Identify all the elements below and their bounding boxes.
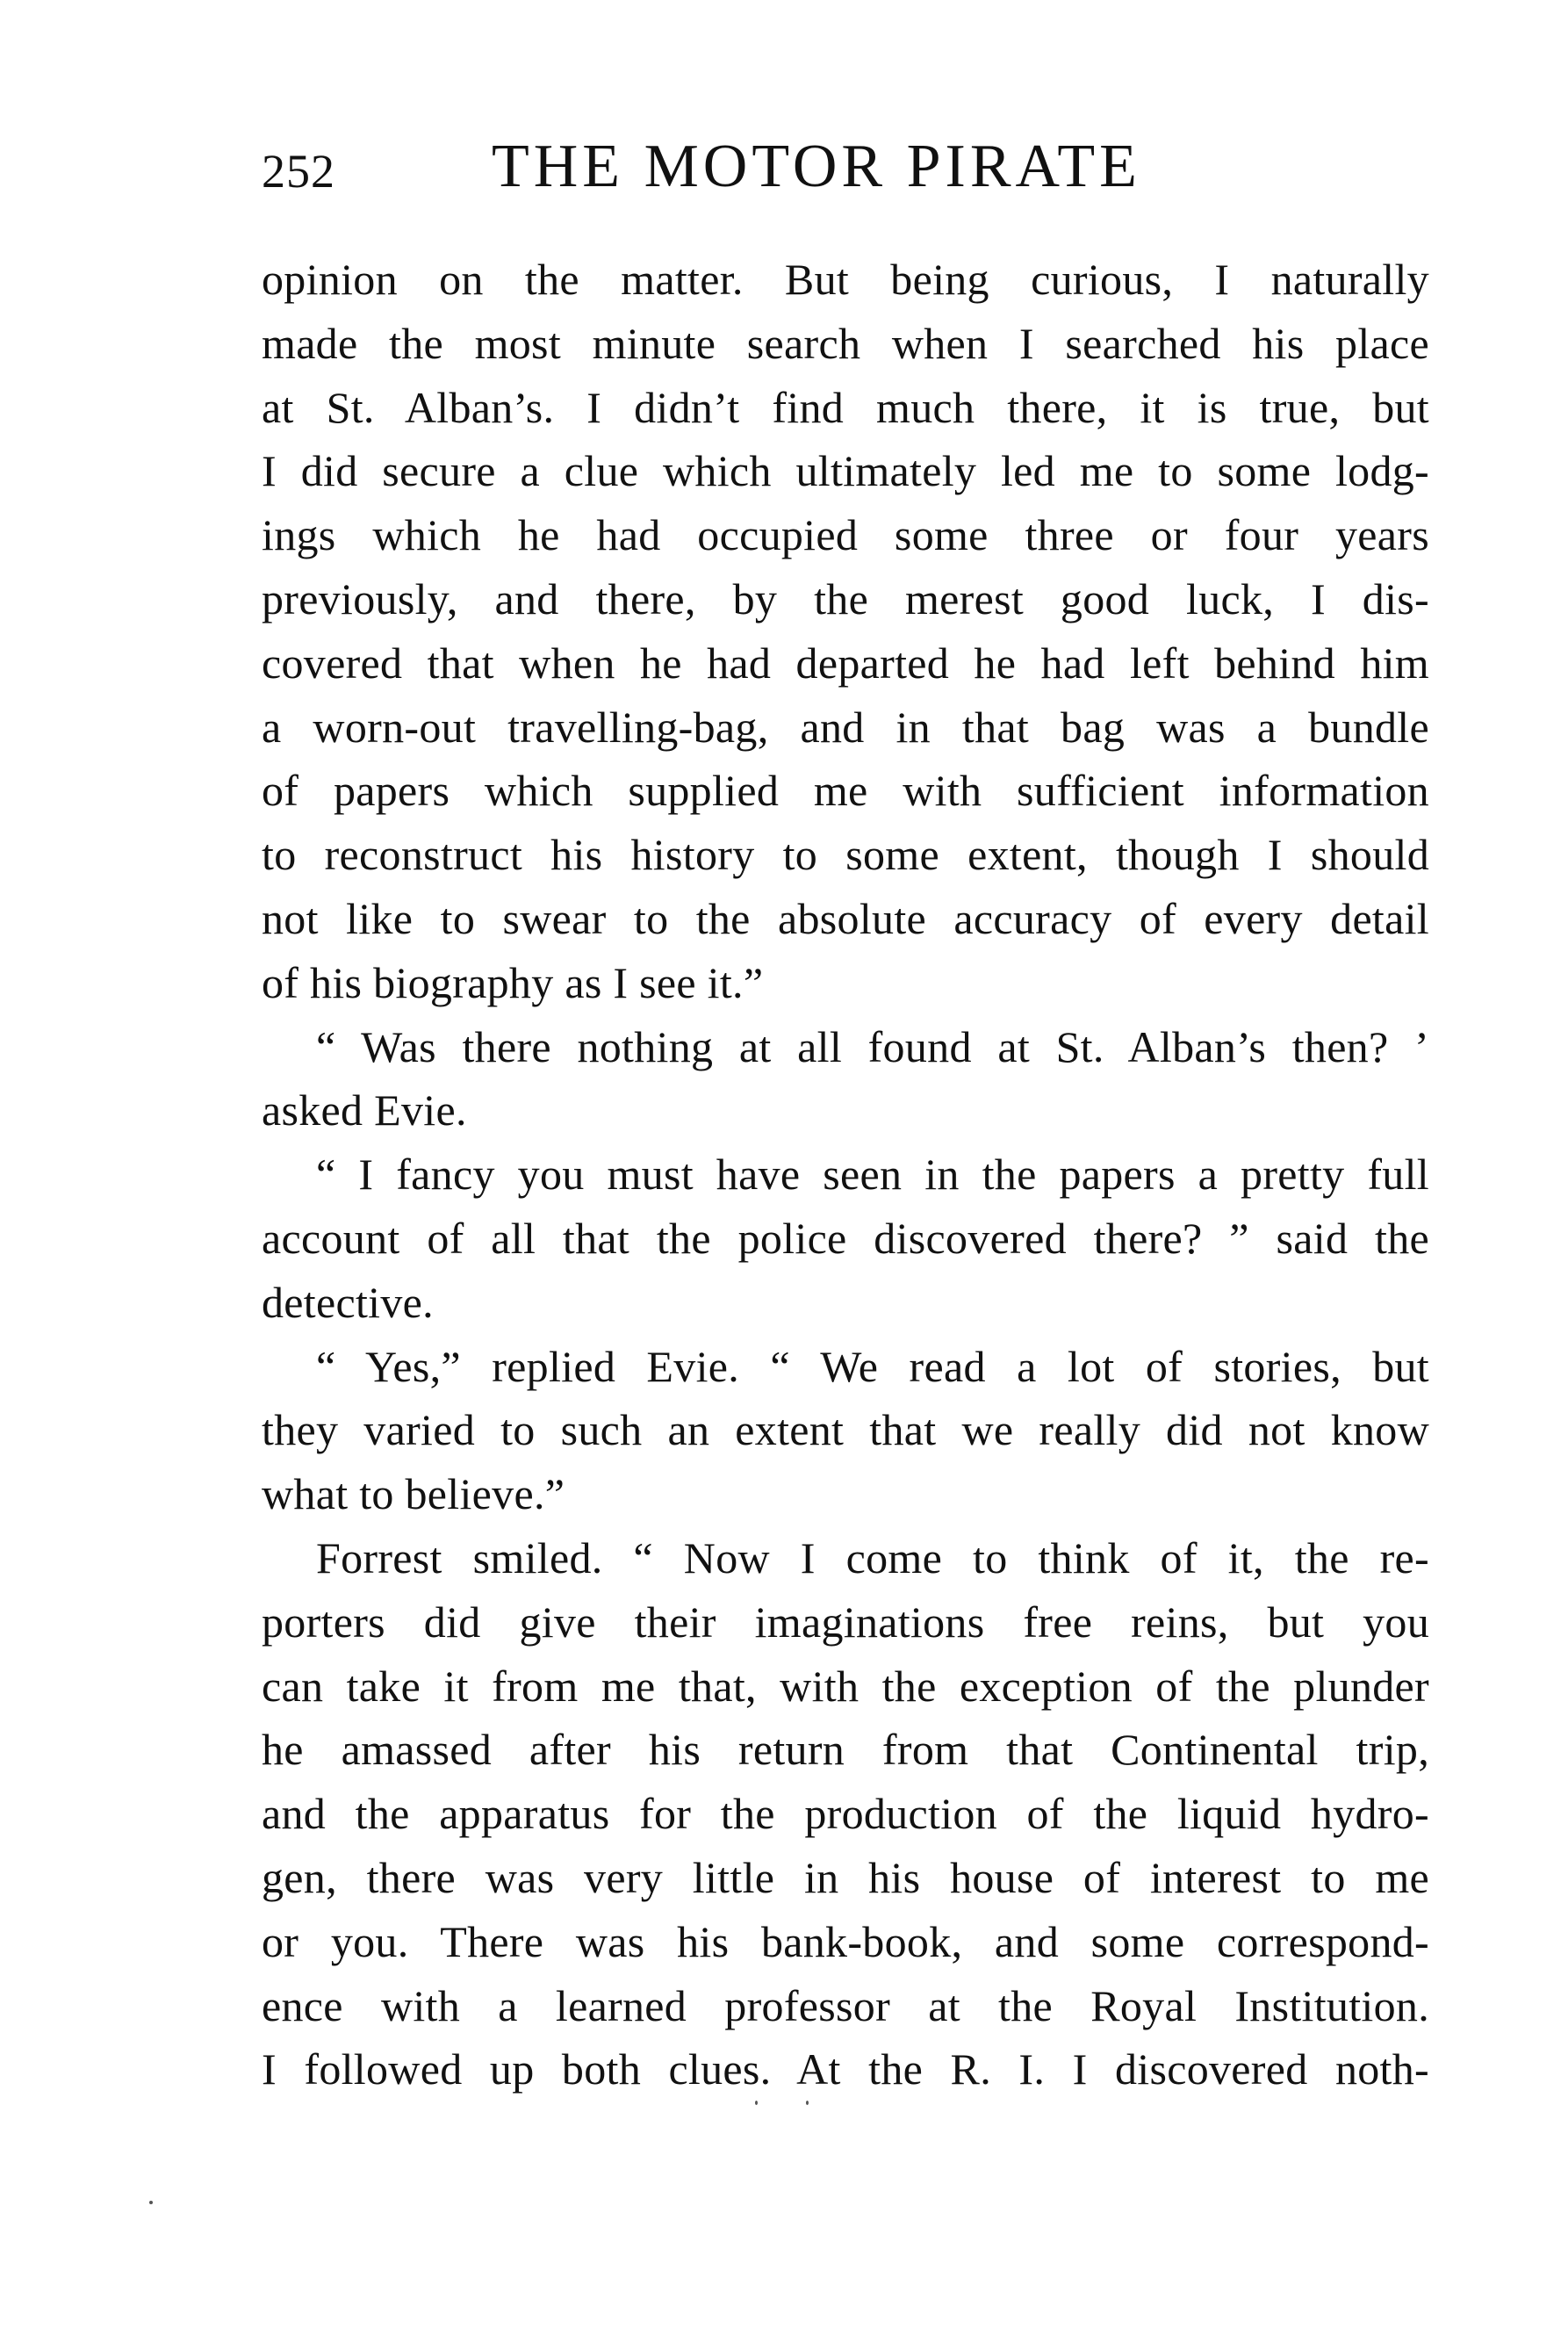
text-line: detective. — [262, 1277, 434, 1327]
text-line: I did secure a clue which ultimately led me to some lodg- — [262, 446, 1429, 496]
text-line: of his biography as I see it.” — [262, 957, 764, 1007]
text-line: porters did give their imaginations free reins, but you — [262, 1597, 1429, 1647]
paragraph — [262, 1015, 1429, 1143]
text-line: ings which he had occupied some three or four years — [262, 510, 1429, 560]
text-line: opinion on the matter. But being curious, I naturally — [262, 255, 1429, 304]
page-number: 252 — [262, 145, 335, 198]
text-line: of papers which supplied me with sufficient information — [262, 766, 1429, 816]
scan-speck — [755, 2101, 758, 2105]
paragraph — [262, 1335, 1429, 1526]
text-line: what to believe.” — [262, 1469, 565, 1519]
text-line: gen, there was very little in his house of interest to me — [262, 1852, 1429, 1902]
text-line: not like to swear to the absolute accuracy of every detail — [262, 893, 1429, 943]
text-line: they varied to such an extent that we really did not know — [262, 1405, 1429, 1455]
text-line: at St. Alban’s. I didn’t find much there, it is true, but — [262, 382, 1429, 432]
scan-speck — [149, 2201, 153, 2204]
text-line: previously, and there, by the merest good luck, I dis- — [262, 573, 1429, 624]
text-line: a worn-out travelling-bag, and in that bag was a bundle — [262, 702, 1429, 752]
text-line: or you. There was his bank-book, and some correspond- — [262, 1916, 1429, 1966]
paragraph — [262, 248, 1429, 1015]
text-line: “ I fancy you must have seen in the papers a pretty full — [316, 1150, 1429, 1200]
paragraph — [262, 1143, 1429, 1334]
text-line: to reconstruct his history to some extent, though I should — [262, 830, 1429, 880]
text-line: made the most minute search when I searched his place — [262, 318, 1429, 368]
text-line: he amassed after his return from that Continental trip, — [262, 1725, 1429, 1775]
running-header — [262, 132, 1429, 202]
text-line: “ Yes,” replied Evie. “ We read a lot of stories, but — [316, 1341, 1429, 1391]
text-line: can take it from me that, with the exception of the plunder — [262, 1661, 1429, 1711]
text-line: ence with a learned professor at the Royal Institution. — [262, 1980, 1429, 2030]
body-text — [262, 248, 1429, 2101]
scan-speck — [806, 2101, 809, 2105]
text-line: “ Was there nothing at all found at St. Alban’s then? ’ — [316, 1021, 1429, 1071]
text-line: account of all that the police discovered there? ” said the — [262, 1213, 1429, 1263]
text-line: and the apparatus for the production of the liquid hydro- — [262, 1789, 1429, 1839]
text-line: Forrest smiled. “ Now I come to think of it, the re- — [316, 1532, 1429, 1582]
text-line: asked Evie. — [262, 1085, 467, 1135]
running-title: THE MOTOR PIRATE — [492, 133, 1141, 200]
text-line: covered that when he had departed he had left behind him — [262, 638, 1429, 688]
text-line: I followed up both clues. At the R. I. I discovered noth- — [262, 2044, 1429, 2094]
paragraph — [262, 1526, 1429, 2101]
